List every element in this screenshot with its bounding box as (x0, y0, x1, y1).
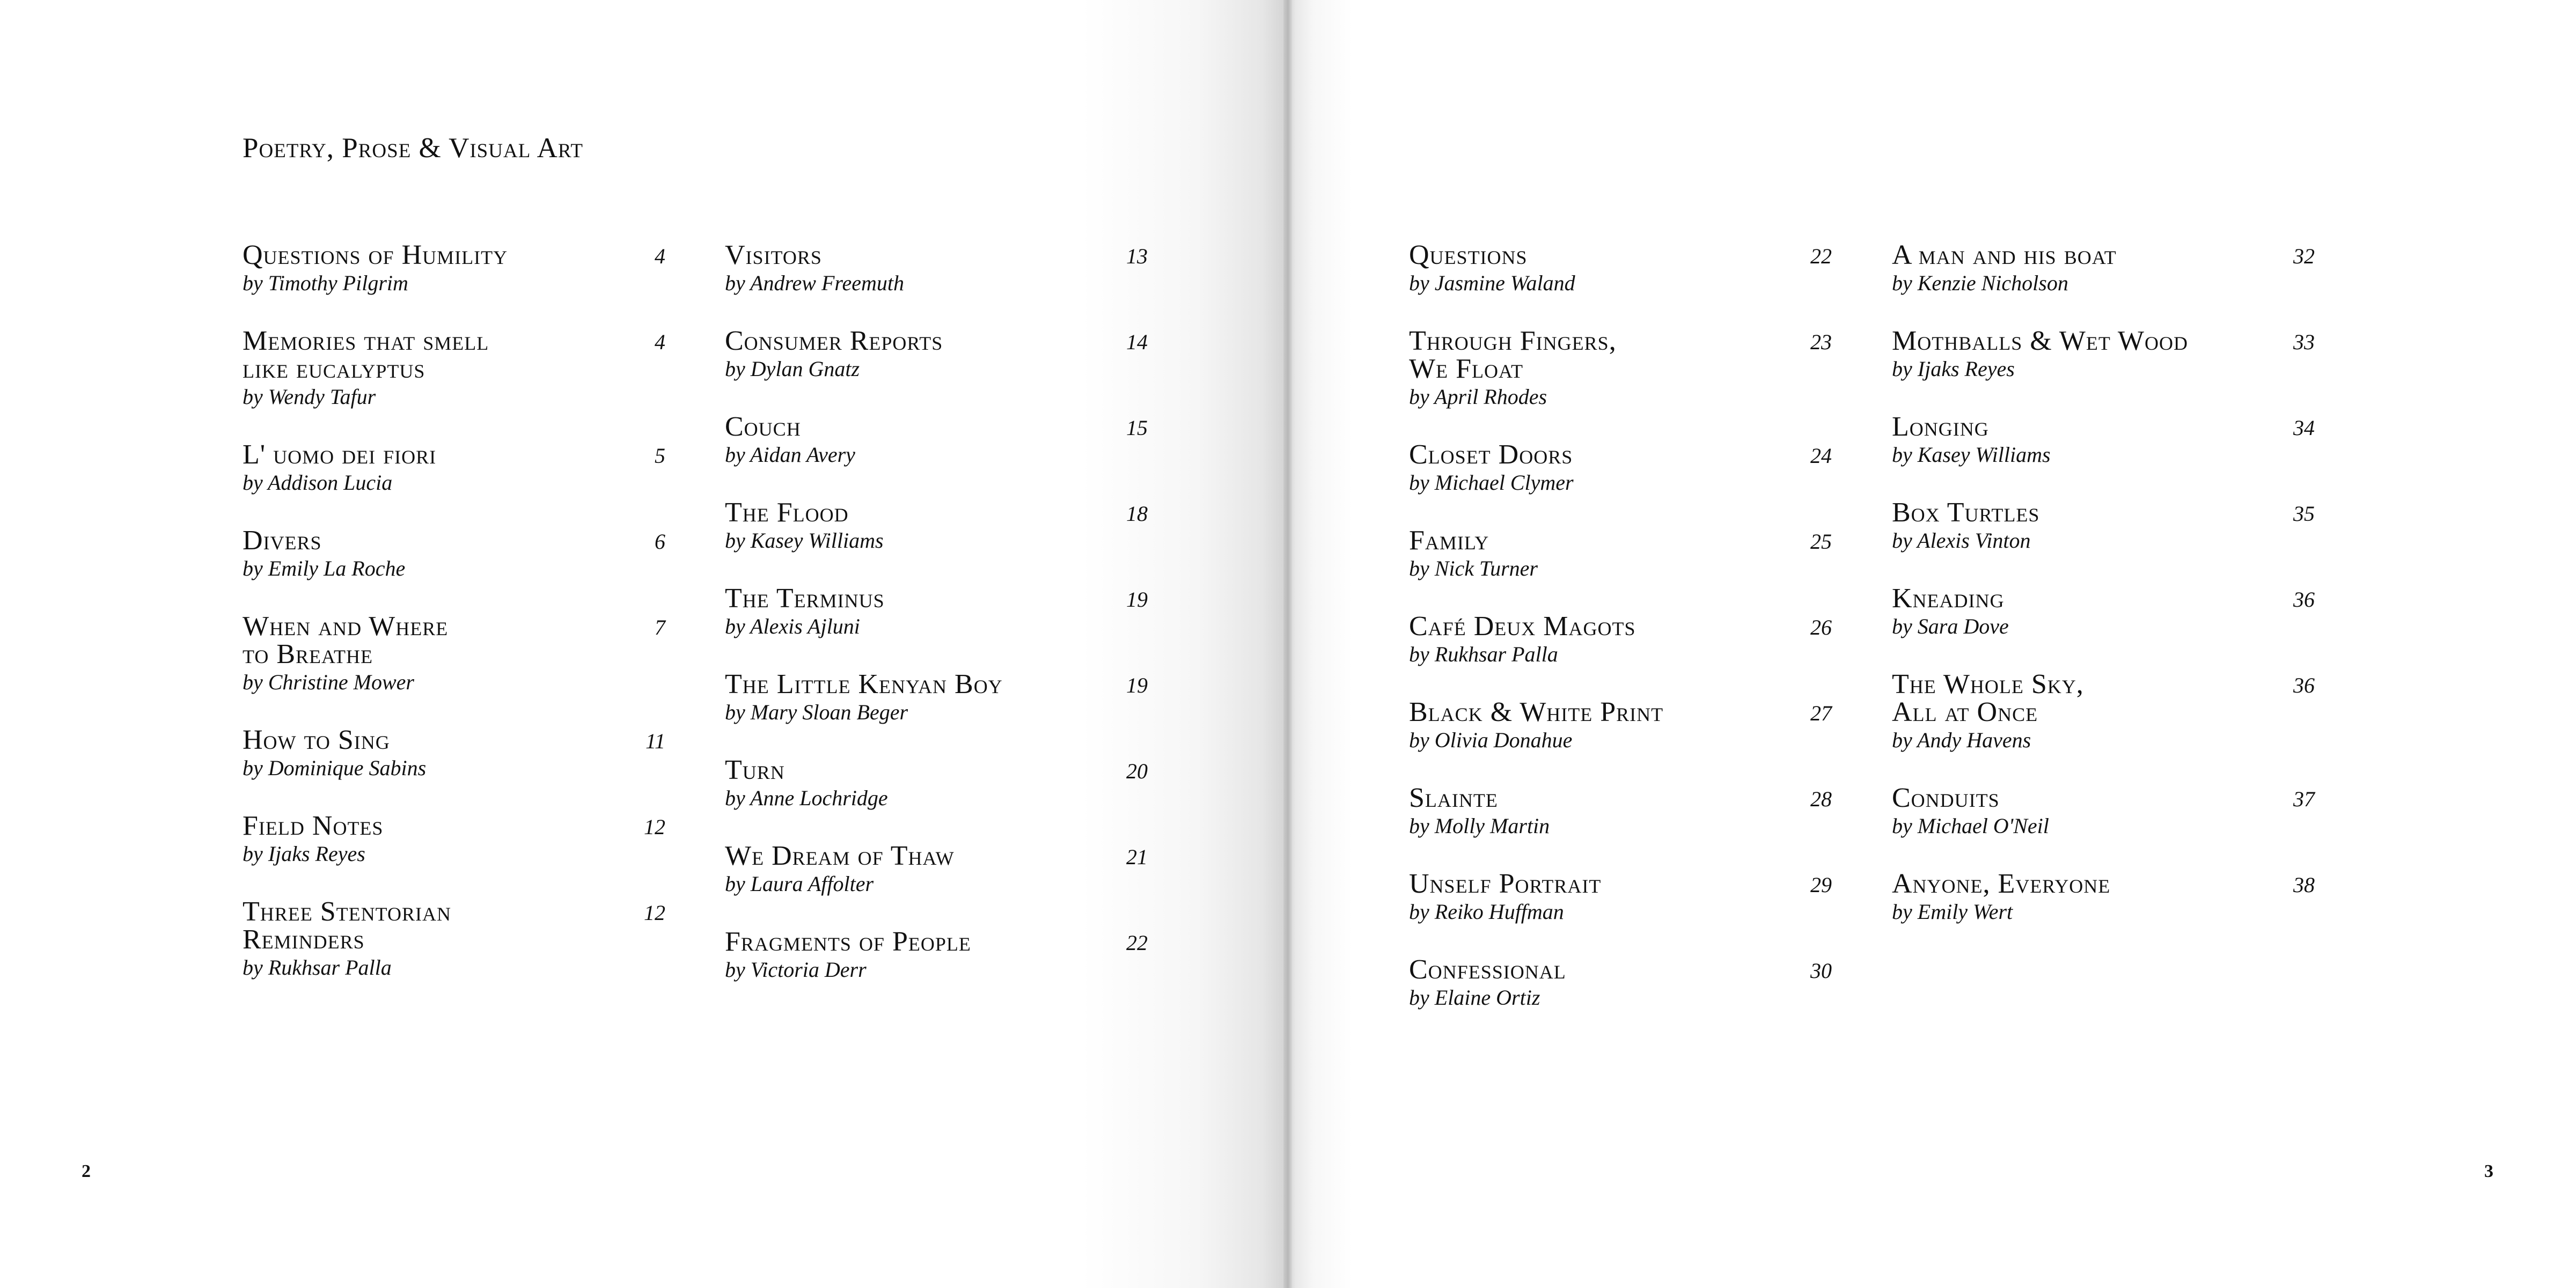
entry-author: by Anne Lochridge (725, 786, 888, 810)
entry-page-number: 36 (2293, 673, 2315, 697)
toc-entry (1892, 413, 2321, 469)
toc-entry (725, 928, 1154, 984)
toc-entry (243, 241, 672, 297)
entry-page-number: 12 (644, 815, 665, 839)
entry-author: by Jasmine Waland (1409, 271, 1575, 295)
toc-entry (725, 413, 1154, 469)
entry-title: The Little Kenyan Boy (725, 669, 1003, 700)
entry-title: Café Deux Magots (1409, 611, 1636, 642)
entry-page-number: 23 (1810, 330, 1832, 354)
entry-page-number: 15 (1126, 416, 1148, 440)
entry-page-number: 13 (1126, 244, 1148, 268)
entry-author: by Emily La Roche (243, 556, 406, 580)
entry-page-number: 26 (1810, 615, 1832, 639)
entry-page-number: 4 (655, 244, 665, 268)
entry-author: by Andy Havens (1892, 728, 2031, 752)
entry-author: by Addison Lucia (243, 470, 393, 495)
entry-author: by Dylan Gnatz (725, 357, 860, 381)
toc-entry (1409, 441, 1838, 497)
entry-author: by Victoria Derr (725, 958, 867, 982)
entry-page-number: 30 (1810, 959, 1832, 983)
entry-author: by Sara Dove (1892, 614, 2009, 638)
toc-entry (1409, 241, 1838, 297)
entry-author: by Emily Wert (1892, 900, 2013, 924)
entry-page-number: 22 (1810, 244, 1832, 268)
entry-title: Field Notes (243, 811, 384, 841)
entry-page-number: 28 (1810, 787, 1832, 811)
toc-entry (1892, 671, 2321, 754)
entry-page-number: 20 (1126, 759, 1148, 783)
toc-entry (1409, 613, 1838, 668)
entry-author: by Michael Clymer (1409, 470, 1574, 495)
toc-entry (725, 756, 1154, 812)
entry-page-number: 4 (655, 330, 665, 354)
toc-entry (243, 327, 672, 411)
toc-entry (1892, 784, 2321, 840)
toc-column-1 (243, 241, 672, 1012)
entry-title: Consumer Reports (725, 326, 943, 356)
entry-title: Conduits (1892, 783, 2000, 813)
entry-author: by Olivia Donahue (1409, 728, 1573, 752)
toc-entry (243, 898, 672, 982)
entry-page-number: 12 (644, 901, 665, 925)
entry-title: Kneading (1892, 583, 2005, 614)
toc-entry (725, 499, 1154, 555)
toc-entry (1409, 784, 1838, 840)
entry-page-number: 29 (1810, 873, 1832, 897)
entry-page-number: 14 (1126, 330, 1148, 354)
entry-author: by Kasey Williams (1892, 443, 2051, 467)
entry-title: Visitors (725, 240, 822, 270)
entry-title: A man and his boat (1892, 240, 2117, 270)
book-gutter (1283, 0, 1292, 1288)
toc-entry (1892, 585, 2321, 641)
entry-author: by Mary Sloan Beger (725, 700, 908, 724)
entry-page-number: 33 (2293, 330, 2315, 354)
entry-page-number: 27 (1810, 701, 1832, 725)
entry-title: How to Sing (243, 725, 390, 755)
entry-title: Slainte (1409, 783, 1498, 813)
toc-entry (1892, 241, 2321, 297)
entry-author: by Aidan Avery (725, 443, 855, 467)
page-number-right: 3 (2484, 1161, 2493, 1181)
entry-author: by Alexis Vinton (1892, 528, 2031, 553)
entry-title: Unself Portrait (1409, 869, 1602, 899)
entry-author: by Rukhsar Palla (1409, 642, 1558, 666)
entry-title: Mothballs & Wet Wood (1892, 326, 2188, 356)
entry-title: Questions (1409, 240, 1528, 270)
entry-page-number: 5 (655, 444, 665, 468)
entry-author: by Ijaks Reyes (243, 842, 365, 866)
entry-page-number: 34 (2293, 416, 2315, 440)
entry-author: by April Rhodes (1409, 385, 1547, 409)
entry-author: by Wendy Tafur (243, 385, 376, 409)
toc-column-3 (1409, 241, 1838, 1042)
entry-page-number: 21 (1126, 845, 1148, 869)
entry-page-number: 35 (2293, 502, 2315, 526)
entry-author: by Rukhsar Palla (243, 955, 392, 980)
entry-page-number: 22 (1126, 931, 1148, 955)
toc-column-2 (725, 241, 1154, 1014)
toc-entry (725, 327, 1154, 383)
toc-entry (243, 812, 672, 868)
toc-entry (1409, 956, 1838, 1012)
entry-author: by Michael O'Neil (1892, 814, 2049, 838)
toc-entry (725, 842, 1154, 898)
toc-entry (725, 241, 1154, 297)
entry-title: Memories that smell like eucalyptus (243, 326, 489, 384)
entry-author: by Ijaks Reyes (1892, 357, 2015, 381)
toc-entry (1409, 327, 1838, 411)
entry-page-number: 37 (2293, 787, 2315, 811)
toc-entry (1409, 870, 1838, 926)
entry-title: Turn (725, 755, 785, 785)
entry-page-number: 6 (655, 529, 665, 554)
entry-author: by Kenzie Nicholson (1892, 271, 2068, 295)
entry-title: Closet Doors (1409, 439, 1573, 470)
entry-author: by Andrew Freemuth (725, 271, 905, 295)
entry-title: The Whole Sky, All at Once (1892, 669, 2084, 727)
entry-title: Confessional (1409, 954, 1566, 985)
toc-entry (243, 726, 672, 782)
entry-page-number: 7 (655, 615, 665, 639)
entry-page-number: 18 (1126, 502, 1148, 526)
right-page (1288, 0, 2576, 1288)
entry-page-number: 36 (2293, 587, 2315, 612)
entry-page-number: 32 (2293, 244, 2315, 268)
section-title: Poetry, Prose & Visual Art (243, 133, 583, 164)
entry-page-number: 25 (1810, 529, 1832, 554)
entry-title: Couch (725, 411, 801, 442)
entry-author: by Timothy Pilgrim (243, 271, 408, 295)
toc-entry (1892, 870, 2321, 926)
entry-title: Fragments of People (725, 926, 971, 957)
entry-author: by Molly Martin (1409, 814, 1550, 838)
toc-entry (725, 585, 1154, 641)
entry-author: by Kasey Williams (725, 528, 884, 553)
entry-title: We Dream of Thaw (725, 841, 955, 871)
entry-title: Questions of Humility (243, 240, 508, 270)
entry-title: The Terminus (725, 583, 885, 614)
entry-title: Longing (1892, 411, 1989, 442)
entry-author: by Laura Affolter (725, 872, 874, 896)
entry-title: When and Where to Breathe (243, 611, 449, 669)
toc-entry (243, 527, 672, 583)
toc-entry (725, 671, 1154, 726)
entry-title: Box Turtles (1892, 497, 2040, 528)
entry-page-number: 11 (645, 729, 665, 753)
toc-entry (243, 613, 672, 696)
entry-title: Divers (243, 525, 322, 556)
toc-entry (1409, 527, 1838, 583)
entry-author: by Nick Turner (1409, 556, 1538, 580)
page-number-left: 2 (82, 1161, 91, 1181)
toc-entry (1892, 499, 2321, 555)
entry-title: Through Fingers, We Float (1409, 326, 1617, 384)
toc-entry (1892, 327, 2321, 383)
entry-title: Family (1409, 525, 1489, 556)
entry-title: Anyone, Everyone (1892, 869, 2111, 899)
toc-entry (243, 441, 672, 497)
entry-page-number: 19 (1126, 587, 1148, 612)
entry-author: by Dominique Sabins (243, 756, 427, 780)
entry-author: by Reiko Huffman (1409, 900, 1564, 924)
entry-page-number: 38 (2293, 873, 2315, 897)
entry-author: by Christine Mower (243, 670, 414, 694)
entry-title: The Flood (725, 497, 849, 528)
entry-page-number: 19 (1126, 673, 1148, 697)
entry-title: L' uomo dei fiori (243, 439, 437, 470)
toc-entry (1409, 698, 1838, 754)
entry-author: by Elaine Ortiz (1409, 985, 1540, 1010)
entry-author: by Alexis Ajluni (725, 614, 860, 638)
entry-title: Three Stentorian Reminders (243, 896, 451, 955)
entry-title: Black & White Print (1409, 697, 1664, 727)
toc-column-4 (1892, 241, 2321, 956)
entry-page-number: 24 (1810, 444, 1832, 468)
